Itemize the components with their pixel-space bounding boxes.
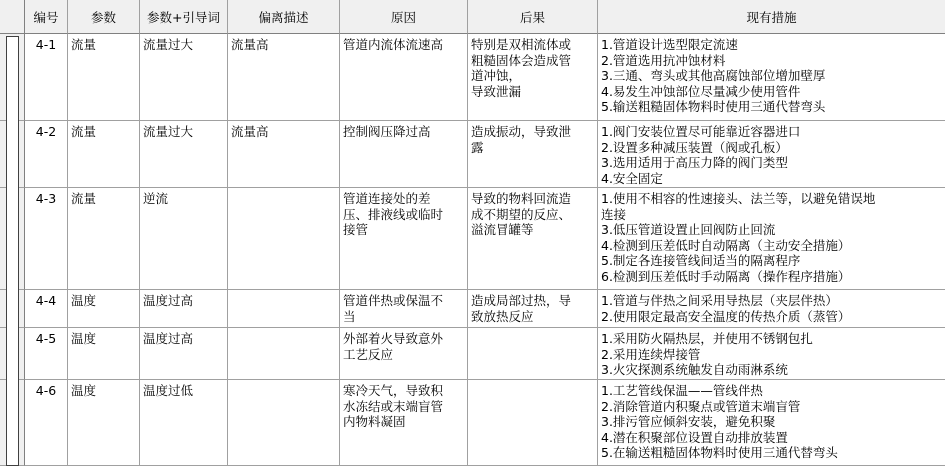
cell-measures-line: 4.检测到压差低时自动隔离（主动安全措施）: [601, 237, 851, 253]
cell-measures-line: 3.选用适用于高压力降的阀门类型: [601, 155, 788, 170]
cell-parameter-text: 流量: [71, 124, 97, 139]
cell-guideword[interactable]: [140, 328, 228, 380]
cell-guideword-text: 流量过大: [143, 37, 194, 52]
cell-cause[interactable]: [340, 121, 468, 188]
cell-consequence-line: 造成振动，导致泄: [471, 124, 572, 139]
cell-cause[interactable]: [340, 380, 468, 466]
cell-consequence-line: 特别是双相流体或: [471, 37, 572, 52]
cell-consequence-line: 成不期望的反应、: [471, 206, 572, 222]
cell-cause-line: 控制阀压降过高: [343, 124, 431, 139]
cell-measures[interactable]: [598, 328, 945, 380]
cell-measures-line: 2.使用限定最高安全温度的传热介质（蒸管）: [601, 308, 851, 324]
cell-measures[interactable]: [598, 34, 945, 121]
cell-parameter-text: 温度: [71, 383, 97, 398]
cell-measures-line: 4.易发生冲蚀部位尽量减少使用管件: [601, 83, 801, 99]
cell-guideword[interactable]: [140, 290, 228, 328]
cell-deviation[interactable]: [228, 121, 340, 188]
cell-cause-line: 压、排液线或临时: [343, 206, 444, 222]
cell-parameter[interactable]: [68, 34, 140, 121]
cell-consequence[interactable]: [468, 328, 598, 380]
cell-parameter[interactable]: [68, 121, 140, 188]
cell-cause-line: 当: [343, 308, 356, 324]
cell-consequence[interactable]: [468, 34, 598, 121]
cell-deviation-text: 流量高: [231, 124, 269, 139]
cell-measures-line: 2.消除管道内积聚点或管道末端盲管: [601, 398, 801, 414]
cell-measures[interactable]: [598, 121, 945, 188]
header-parameter[interactable]: 参数: [68, 0, 140, 34]
cell-cause[interactable]: [340, 188, 468, 290]
header-cause[interactable]: 原因: [340, 0, 468, 34]
cell-measures-line: 5.制定各连接管线间适当的隔离程序: [601, 253, 801, 268]
cell-measures-line: 1.采用防火隔热层，并使用不锈钢包扎: [601, 331, 813, 346]
cell-cause[interactable]: [340, 34, 468, 121]
row-selection-marker[interactable]: [6, 36, 19, 466]
cell-cause[interactable]: [340, 328, 468, 380]
cell-cause-line: 管道内流体流速高: [343, 37, 444, 52]
cell-guideword-text: 温度过低: [143, 383, 194, 398]
cell-measures-line: 3.排污管应倾斜安装，避免积聚: [601, 414, 776, 429]
cell-id-text: 4-6: [35, 383, 57, 398]
cell-id[interactable]: [25, 188, 68, 290]
cell-id-text: 4-5: [35, 331, 57, 346]
cell-consequence[interactable]: [468, 121, 598, 188]
cell-consequence-line: 致放热反应: [471, 308, 534, 324]
cell-cause-line: 接管: [343, 222, 369, 237]
cell-measures-line: 3.三通、弯头或其他高腐蚀部位增加壁厚: [601, 68, 826, 83]
cell-parameter[interactable]: [68, 380, 140, 466]
cell-id-text: 4-3: [35, 191, 57, 206]
cell-guideword-text: 温度过高: [143, 331, 194, 346]
cell-measures-line: 1.使用不相容的性速接头、法兰等，以避免错误地: [601, 191, 876, 206]
cell-consequence-line: 造成局部过热，导: [471, 293, 572, 308]
cell-measures-line: 5.在输送粗糙固体物料时使用三通代替弯头: [601, 445, 838, 460]
cell-measures-line: 2.设置多种减压装置（阀或孔板）: [601, 139, 788, 155]
table-row[interactable]: [0, 290, 945, 328]
cell-deviation[interactable]: [228, 380, 340, 466]
cell-measures-line: 3.低压管道设置止回阀防止回流: [601, 222, 776, 237]
cell-measures-line: 2.管道选用抗冲蚀材料: [601, 52, 726, 68]
header-id[interactable]: 编号: [25, 0, 68, 34]
cell-consequence-line: 道冲蚀，: [471, 68, 522, 83]
cell-measures-line: 1.阀门安装位置尽可能靠近容器进口: [601, 124, 801, 139]
cell-measures[interactable]: [598, 380, 945, 466]
cell-id-text: 4-4: [35, 293, 57, 308]
cell-cause-line: 外部着火导致意外: [343, 331, 444, 346]
cell-measures[interactable]: [598, 188, 945, 290]
table-row[interactable]: [0, 188, 945, 290]
cell-deviation[interactable]: [228, 290, 340, 328]
cell-cause[interactable]: [340, 290, 468, 328]
header-consequence[interactable]: 后果: [468, 0, 598, 34]
cell-measures-line: 1.管道设计选型限定流速: [601, 37, 738, 52]
cell-cause-line: 工艺反应: [343, 346, 394, 362]
table-row[interactable]: [0, 34, 945, 121]
cell-id[interactable]: [25, 34, 68, 121]
cell-consequence[interactable]: [468, 380, 598, 466]
cell-id[interactable]: [25, 290, 68, 328]
cell-guideword-text: 逆流: [143, 191, 169, 206]
cell-consequence-line: 露: [471, 139, 484, 155]
cell-id[interactable]: [25, 121, 68, 188]
table-row[interactable]: [0, 121, 945, 188]
cell-measures-line: 4.潜在积聚部位设置自动排放装置: [601, 429, 788, 445]
table-row[interactable]: [0, 328, 945, 380]
cell-cause-line: 内物料凝固: [343, 414, 406, 429]
table-row[interactable]: [0, 380, 945, 466]
cell-id-text: 4-1: [35, 37, 57, 52]
cell-cause-line: 管道伴热或保温不: [343, 293, 444, 308]
table-corner-cell[interactable]: [0, 0, 25, 34]
cell-guideword[interactable]: [140, 121, 228, 188]
cell-parameter-text: 流量: [71, 37, 97, 52]
cell-deviation[interactable]: [228, 328, 340, 380]
cell-measures-line: 连接: [601, 206, 627, 222]
cell-cause-line: 管道连接处的差: [343, 191, 431, 206]
header-guideword[interactable]: 参数+引导词: [140, 0, 228, 34]
cell-deviation[interactable]: [228, 188, 340, 290]
cell-id-text: 4-2: [35, 124, 57, 139]
cell-measures-line: 2.采用连续焊接管: [601, 346, 701, 362]
cell-guideword[interactable]: [140, 188, 228, 290]
cell-consequence-line: 溢流冒罐等: [471, 222, 534, 237]
cell-deviation-text: 流量高: [231, 37, 269, 52]
cell-cause-line: 水冻结或末端盲管: [343, 398, 444, 414]
cell-guideword[interactable]: [140, 380, 228, 466]
cell-guideword-text: 流量过大: [143, 124, 194, 139]
cell-deviation[interactable]: [228, 34, 340, 121]
cell-measures-line: 1.工艺管线保温——管线伴热: [601, 383, 763, 398]
cell-guideword-text: 温度过高: [143, 293, 194, 308]
cell-cause-line: 寒冷天气，导致积: [343, 383, 444, 398]
cell-parameter[interactable]: [68, 328, 140, 380]
cell-parameter-text: 温度: [71, 331, 97, 346]
cell-parameter-text: 温度: [71, 293, 97, 308]
cell-measures-line: 5.输送粗糙固体物料时使用三通代替弯头: [601, 99, 826, 114]
cell-consequence-line: 粗糙固体会造成管: [471, 52, 572, 68]
header-deviation[interactable]: 偏离描述: [228, 0, 340, 34]
cell-consequence[interactable]: [468, 188, 598, 290]
cell-parameter[interactable]: [68, 290, 140, 328]
cell-measures-line: 6.检测到压差低时手动隔离（操作程序措施）: [601, 268, 851, 284]
cell-measures-line: 3.火灾探测系统触发自动雨淋系统: [601, 362, 788, 377]
cell-id[interactable]: [25, 380, 68, 466]
cell-consequence[interactable]: [468, 290, 598, 328]
cell-consequence-line: 导致泄漏: [471, 83, 522, 99]
cell-guideword[interactable]: [140, 34, 228, 121]
cell-consequence-line: 导致的物料回流造: [471, 191, 572, 206]
cell-id[interactable]: [25, 328, 68, 380]
cell-parameter[interactable]: [68, 188, 140, 290]
cell-measures-line: 1.管道与伴热之间采用导热层（夹层伴热）: [601, 293, 838, 308]
header-measures[interactable]: 现有措施: [598, 0, 945, 34]
cell-parameter-text: 流量: [71, 191, 97, 206]
cell-measures[interactable]: [598, 290, 945, 328]
cell-measures-line: 4.安全固定: [601, 170, 663, 186]
